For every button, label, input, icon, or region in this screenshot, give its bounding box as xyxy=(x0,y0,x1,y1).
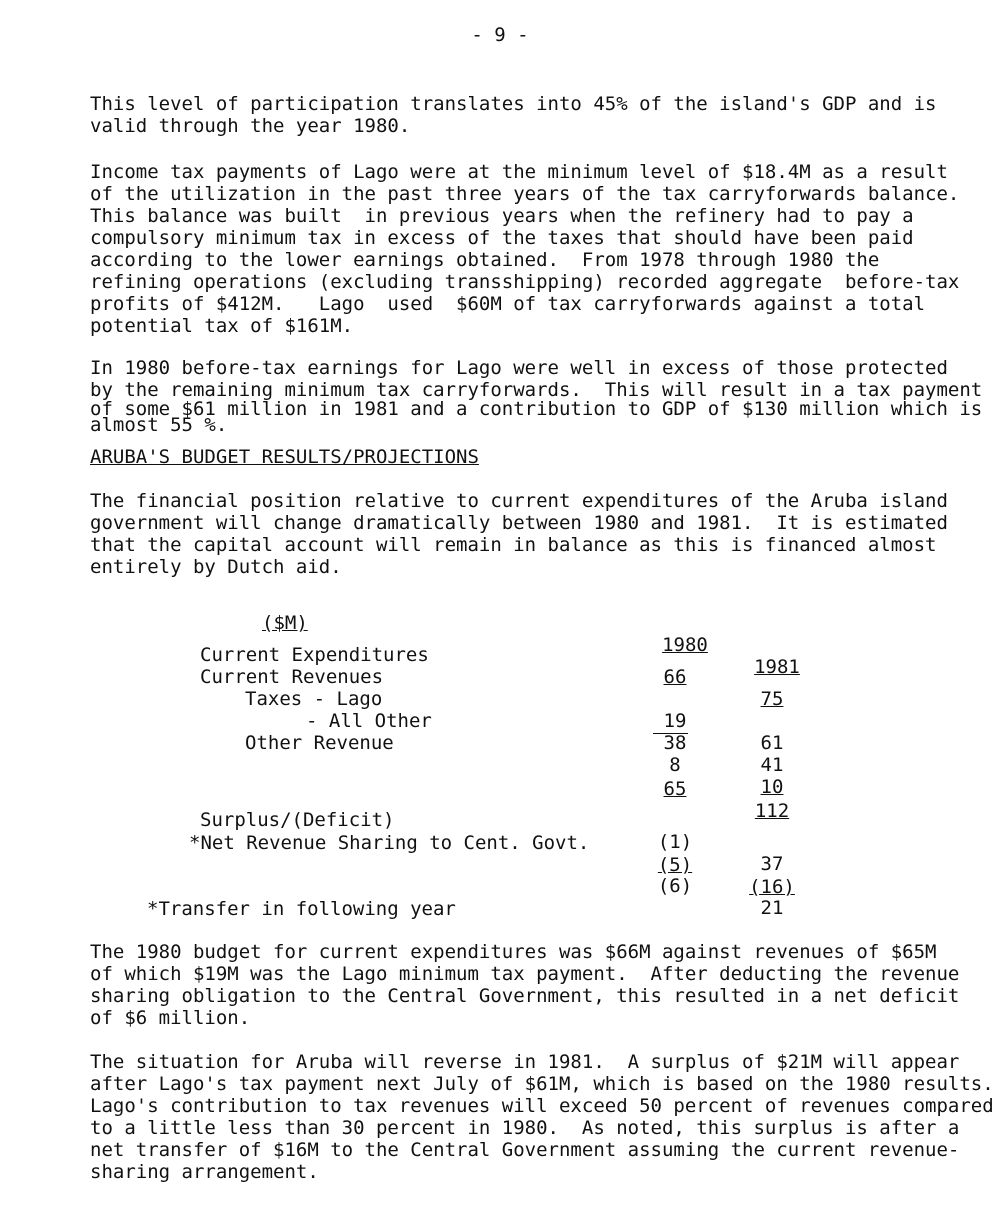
text-line: profits of $412M. Lago used $60M of tax carryforwards against a total xyxy=(90,293,926,315)
value-1980: 38 xyxy=(663,732,687,754)
text-line: This balance was built in previous years when the refinery had to pay a xyxy=(90,205,914,227)
row-label: Surplus/(Deficit) xyxy=(200,809,395,831)
text-line: Income tax payments of Lago were at the minimum level of $18.4M as a result xyxy=(90,161,948,183)
text-line: potential tax of $161M. xyxy=(90,315,354,337)
value-1980: (6) xyxy=(657,875,693,897)
page-number: - 9 - xyxy=(471,24,529,46)
value-1980: 19 xyxy=(663,710,687,732)
row-label: Current Expenditures xyxy=(200,644,429,666)
footnote: *Transfer in following year xyxy=(147,898,456,920)
row-label: Other Revenue xyxy=(245,732,394,754)
text-line: by the remaining minimum tax carryforwards. This will result in a tax payment xyxy=(90,379,983,401)
text-line: In 1980 before-tax earnings for Lago were well in excess of those protected xyxy=(90,357,948,379)
text-line: after Lago's tax payment next July of $61M, which is based on the 1980 results. xyxy=(90,1073,994,1095)
value-1981: 61 xyxy=(760,732,784,754)
text-line: of which $19M was the Lago minimum tax payment. After deducting the revenue xyxy=(90,963,960,985)
value-1981: 37 xyxy=(760,853,784,875)
row-label: Current Revenues xyxy=(200,666,384,688)
text-line: government will change dramatically between 1980 and 1981. It is estimated xyxy=(90,512,948,534)
text-line: net transfer of $16M to the Central Government assuming the current revenue- xyxy=(90,1139,960,1161)
value-1981: 75 xyxy=(760,688,784,710)
paragraph-income-tax xyxy=(90,161,959,337)
column-header-1980: 1980 xyxy=(662,634,708,656)
value-1980: 65 xyxy=(663,778,687,800)
value-1980: 8 xyxy=(669,754,681,776)
subtotal-rule-1980 xyxy=(653,733,688,734)
section-heading: ARUBA'S BUDGET RESULTS/PROJECTIONS xyxy=(90,446,479,468)
row-label: Taxes - Lago xyxy=(245,688,383,710)
text-line: to a little less than 30 percent in 1980. As noted, this surplus is after a xyxy=(90,1117,960,1139)
value-1981: 10 xyxy=(760,776,784,798)
text-line: of some $61 million in 1981 and a contribution to GDP of $130 million which is xyxy=(90,398,983,420)
text-line: valid through the year 1980. xyxy=(90,115,411,137)
text-line: of $6 million. xyxy=(90,1007,251,1029)
column-header-1981: 1981 xyxy=(754,656,800,678)
text-line: almost 55 %. xyxy=(90,414,228,436)
text-line: The 1980 budget for current expenditures was $66M against revenues of $65M xyxy=(90,941,937,963)
text-line: of the utilization in the past three years of the tax carryforwards balance. xyxy=(90,183,960,205)
value-1981: 21 xyxy=(760,897,784,919)
paragraph-participation xyxy=(90,93,936,137)
text-line: The situation for Aruba will reverse in 1981. A surplus of $21M will appear xyxy=(90,1051,960,1073)
text-line: sharing obligation to the Central Government, this resulted in a net deficit xyxy=(90,985,960,1007)
value-1981: (16) xyxy=(749,876,795,898)
paragraph-1980-budget xyxy=(90,941,959,1029)
paragraph-1980-earnings xyxy=(90,357,983,436)
unit-label: ($M) xyxy=(262,612,308,634)
value-1981: 112 xyxy=(754,800,790,822)
text-line: that the capital account will remain in balance as this is financed almost xyxy=(90,534,937,556)
value-1981: 41 xyxy=(760,754,784,776)
value-1980: 66 xyxy=(663,666,687,688)
text-line: This level of participation translates into 45% of the island's GDP and is xyxy=(90,93,937,115)
value-1980: (1) xyxy=(657,831,693,853)
paragraph-financial-position xyxy=(90,490,948,578)
text-line: according to the lower earnings obtained. From 1978 through 1980 the xyxy=(90,249,880,271)
text-line: Lago's contribution to tax revenues will exceed 50 percent of revenues compared xyxy=(90,1095,994,1117)
row-label: *Net Revenue Sharing to Cent. Govt. xyxy=(189,832,590,854)
row-label: - All Other xyxy=(306,710,432,732)
value-1980: (5) xyxy=(657,854,693,876)
paragraph-1981-situation xyxy=(90,1051,994,1183)
text-line: The financial position relative to current expenditures of the Aruba island xyxy=(90,490,948,512)
text-line: compulsory minimum tax in excess of the taxes that should have been paid xyxy=(90,227,914,249)
text-line: entirely by Dutch aid. xyxy=(90,556,342,578)
text-line: refining operations (excluding transshipping) recorded aggregate before-tax xyxy=(90,271,960,293)
text-line: sharing arrangement. xyxy=(90,1161,319,1183)
